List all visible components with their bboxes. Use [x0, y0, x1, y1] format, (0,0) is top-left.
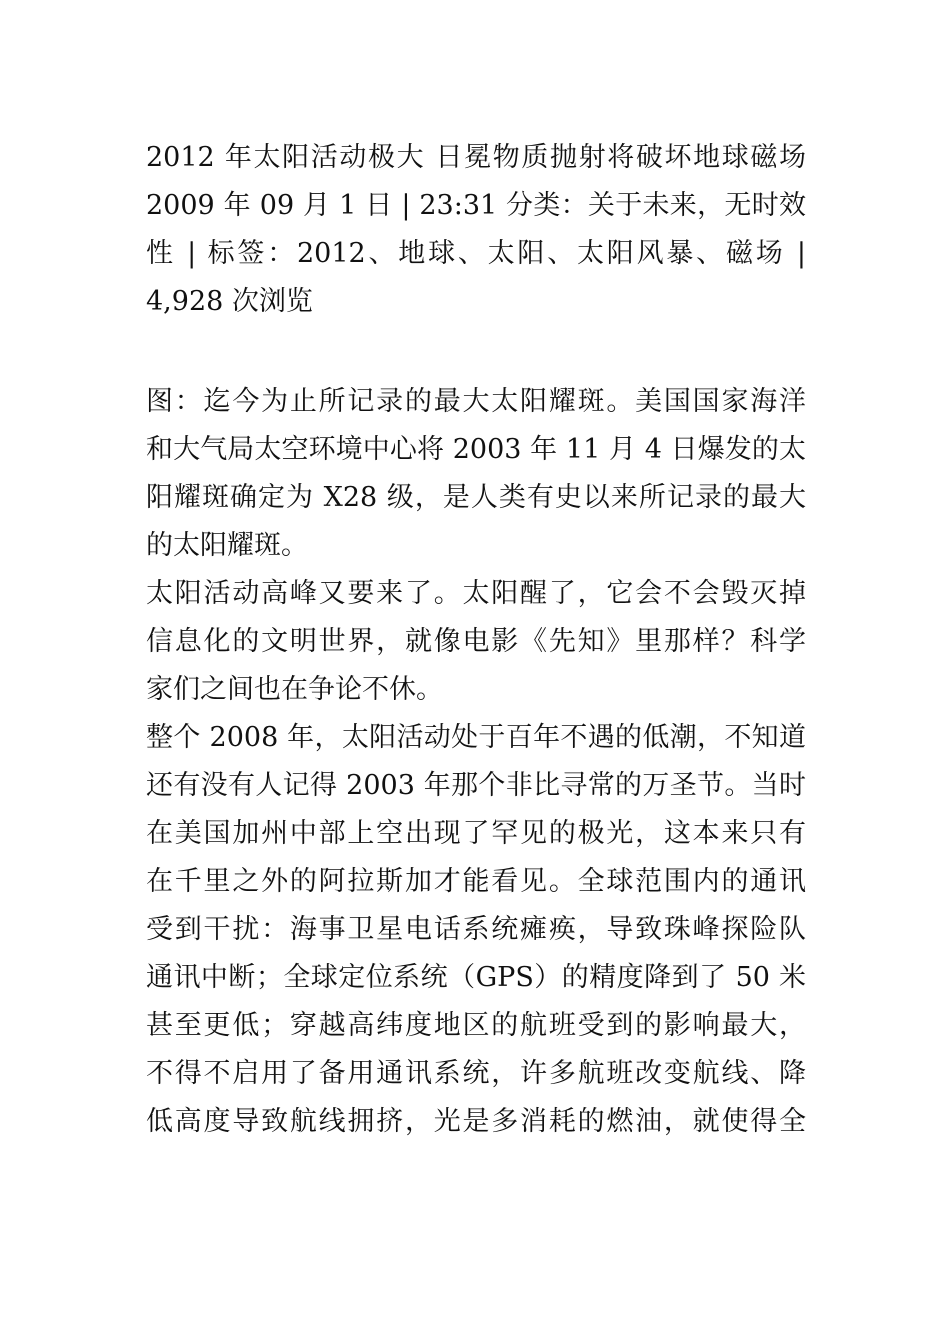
caption-line: 和大气局太空环境中心将 2003 年 11 月 4 日爆发的太: [146, 434, 806, 465]
paragraph-line: 受到干扰：海事卫星电话系统瘫痪，导致珠峰探险队: [146, 914, 806, 945]
caption-line: 的太阳耀斑。: [146, 530, 308, 561]
caption-line: 阳耀斑确定为 X28 级，是人类有史以来所记录的最大: [146, 482, 806, 513]
article-title: 2012 年太阳活动极大 日冕物质抛射将破坏地球磁场: [146, 142, 806, 173]
paragraph: [146, 714, 806, 1146]
paragraph-line: 甚至更低；穿越高纬度地区的航班受到的影响最大，: [146, 1010, 806, 1041]
paragraph-line: 整个 2008 年，太阳活动处于百年不遇的低潮，不知道: [146, 722, 806, 753]
article-views: 4,928 次浏览: [146, 286, 313, 317]
paragraph-line: 低高度导致航线拥挤，光是多消耗的燃油，就使得全: [146, 1106, 806, 1137]
caption-line: 图：迄今为止所记录的最大太阳耀斑。美国国家海洋: [146, 386, 806, 417]
paragraph: [146, 570, 806, 714]
paragraph-line: 在美国加州中部上空出现了罕见的极光，这本来只有: [146, 818, 806, 849]
paragraph-line: 还有没有人记得 2003 年那个非比寻常的万圣节。当时: [146, 770, 806, 801]
paragraph-line: 信息化的文明世界，就像电影《先知》里那样？科学: [146, 626, 806, 657]
paragraph-line: 通讯中断；全球定位系统（GPS）的精度降到了 50 米: [146, 962, 806, 993]
article-header: [146, 134, 806, 326]
paragraph-line: 家们之间也在争论不休。: [146, 674, 443, 705]
spacer: [146, 326, 806, 378]
paragraph-line: 不得不启用了备用通讯系统，许多航班改变航线、降: [146, 1058, 806, 1089]
paragraph-line: 太阳活动高峰又要来了。太阳醒了，它会不会毁灭掉: [146, 578, 806, 609]
article-meta-line: 2009 年 09 月 1 日 | 23:31 分类：关于未来，无时效: [146, 190, 806, 221]
paragraph-line: 在千里之外的阿拉斯加才能看见。全球范围内的通讯: [146, 866, 806, 897]
document-page: [146, 134, 806, 1146]
image-caption: [146, 378, 806, 570]
article-meta-line: 性 | 标签：2012、地球、太阳、太阳风暴、磁场 |: [146, 238, 806, 269]
